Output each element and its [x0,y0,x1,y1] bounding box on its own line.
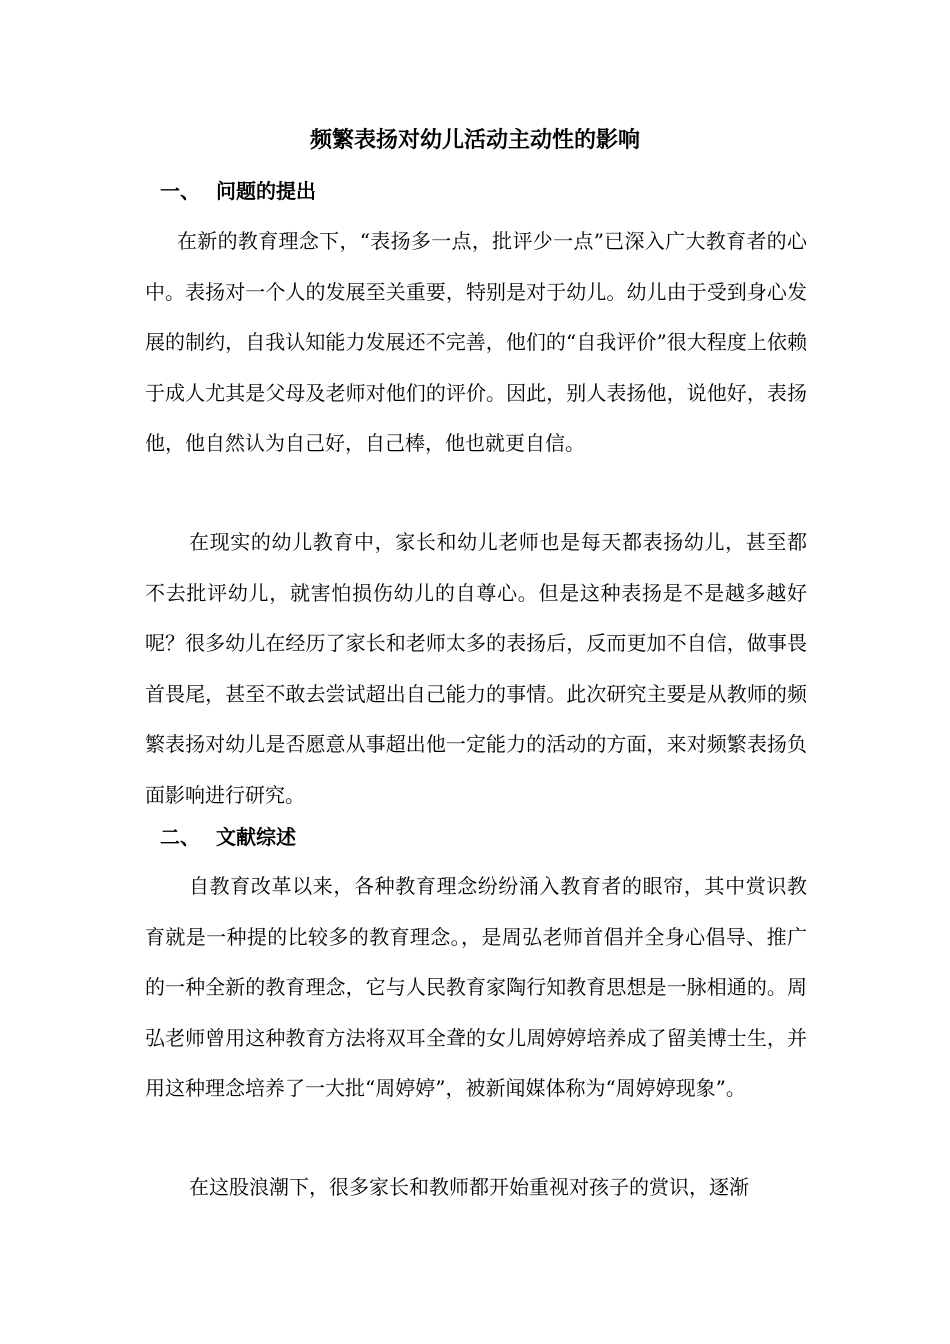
section-number-2: 二、 [160,825,200,849]
section-heading-1 [160,174,316,208]
section-number-1: 一、 [160,179,200,203]
document-title: 频繁表扬对幼儿活动主动性的影响 [309,127,640,153]
paragraph-1-2: 在现实的幼儿教育中，家长和幼儿老师也是每天都表扬幼儿，甚至都不去批评幼儿，就害怕损伤幼儿的自尊心。但是这种表扬是不是越多越好呢？很多幼儿在经历了家长和老师太多的表扬后，反而更加不自信，做事畏首畏尾，甚至不敢去尝试超出自己能力的事情。此次研究主要是从教师的频繁表扬对幼儿是否愿意从事超出他一定能力的活动的方面，来对频繁表扬负面影响进行研究。 [145,530,807,807]
paragraph-2-2: 在这股浪潮下，很多家长和教师都开始重视对孩子的赏识，逐渐 [189,1175,749,1199]
paragraph-2-1: 自教育改革以来，各种教育理念纷纷涌入教育者的眼帘，其中赏识教育就是一种提的比较多的教育理念。，是周弘老师首倡并全身心倡导、推广的一种全新的教育理念，它与人民教育家陶行知教育思想是一脉相通的。周弘老师曾用这种教育方法将双耳全聋的女儿周婷婷培养成了留美博士生，并用这种理念培养了一大批“周婷婷”，被新闻媒体称为“周婷婷现象”。 [145,874,807,1100]
section-title-2: 文献综述 [216,825,296,849]
section-title-1: 问题的提出 [216,179,316,203]
section-heading-2 [160,820,296,854]
paragraph-1-1: 在新的教育理念下，“表扬多一点，批评少一点”已深入广大教育者的心中。表扬对一个人的发展至关重要，特别是对于幼儿。幼儿由于受到身心发展的制约，自我认知能力发展还不完善，他们的“自我评价”很大程度上依赖于成人尤其是父母及老师对他们的评价。因此，别人表扬他，说他好，表扬他，他自然认为自己好，自己棒，他也就更自信。 [145,229,807,455]
